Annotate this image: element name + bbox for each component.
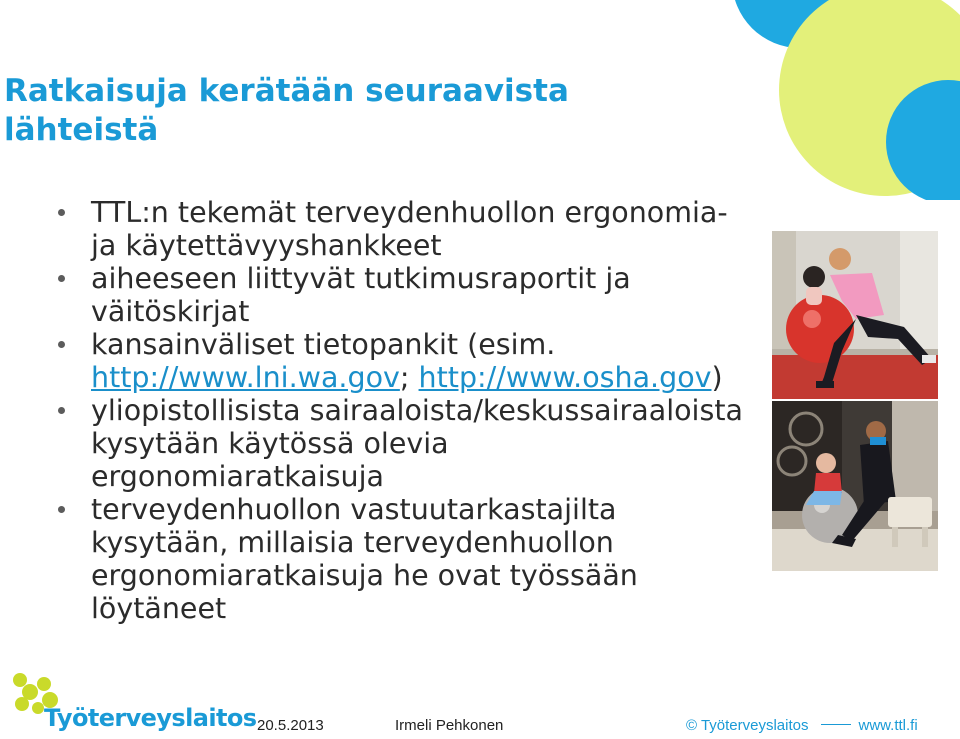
footer-author: Irmeli Pehkonen [395,717,504,734]
footer-date: 20.5.2013 [257,717,324,734]
photo-exercise-ball [772,231,938,399]
bullet-list [58,196,748,625]
bullet-item [58,196,748,262]
link-osha[interactable]: http://www.osha.gov [418,361,712,394]
footer-divider [821,724,851,725]
bullet-text-end: ) [711,361,723,394]
bullet-text: yliopistollisista sairaaloista/keskussairaaloista kysytään käytössä olevia ergonomiaratkaisuja [91,394,743,493]
footer-copyright [686,717,918,734]
footer-copyright-text: © Työterveyslaitos [686,717,809,734]
bullet-text: kansainväliset tietopankit (esim. [91,328,556,361]
bullet-text: TTL:n tekemät terveydenhuollon ergonomia- ja käytettävyyshankkeet [91,196,728,262]
bullet-dot [58,341,65,348]
bullet-dot [58,275,65,282]
slide-title: Ratkaisuja kerätään seuraavista lähteistä [4,73,569,148]
footer-website: www.ttl.fi [858,717,918,734]
bullet-dot [58,506,65,513]
bullet-text: terveydenhuollon vastuutarkastajilta kysytään, millaisia terveydenhuollon ergonomiaratkaisuja he ovat työssään löytäneet [91,493,638,625]
bullet-item [58,493,748,625]
bullet-dot [58,209,65,216]
bullet-item [58,262,748,328]
photo-child-on-ball [772,401,938,571]
bullet-item [58,328,748,394]
bullet-item [58,394,748,493]
logo-wordmark: Työterveyslaitos [44,704,257,732]
bullet-text: aiheeseen liittyvät tutkimusraportit ja väitöskirjat [91,262,631,328]
link-separator: ; [399,361,419,394]
bullet-dot [58,407,65,414]
link-lni[interactable]: http://www.lni.wa.gov [91,361,400,394]
